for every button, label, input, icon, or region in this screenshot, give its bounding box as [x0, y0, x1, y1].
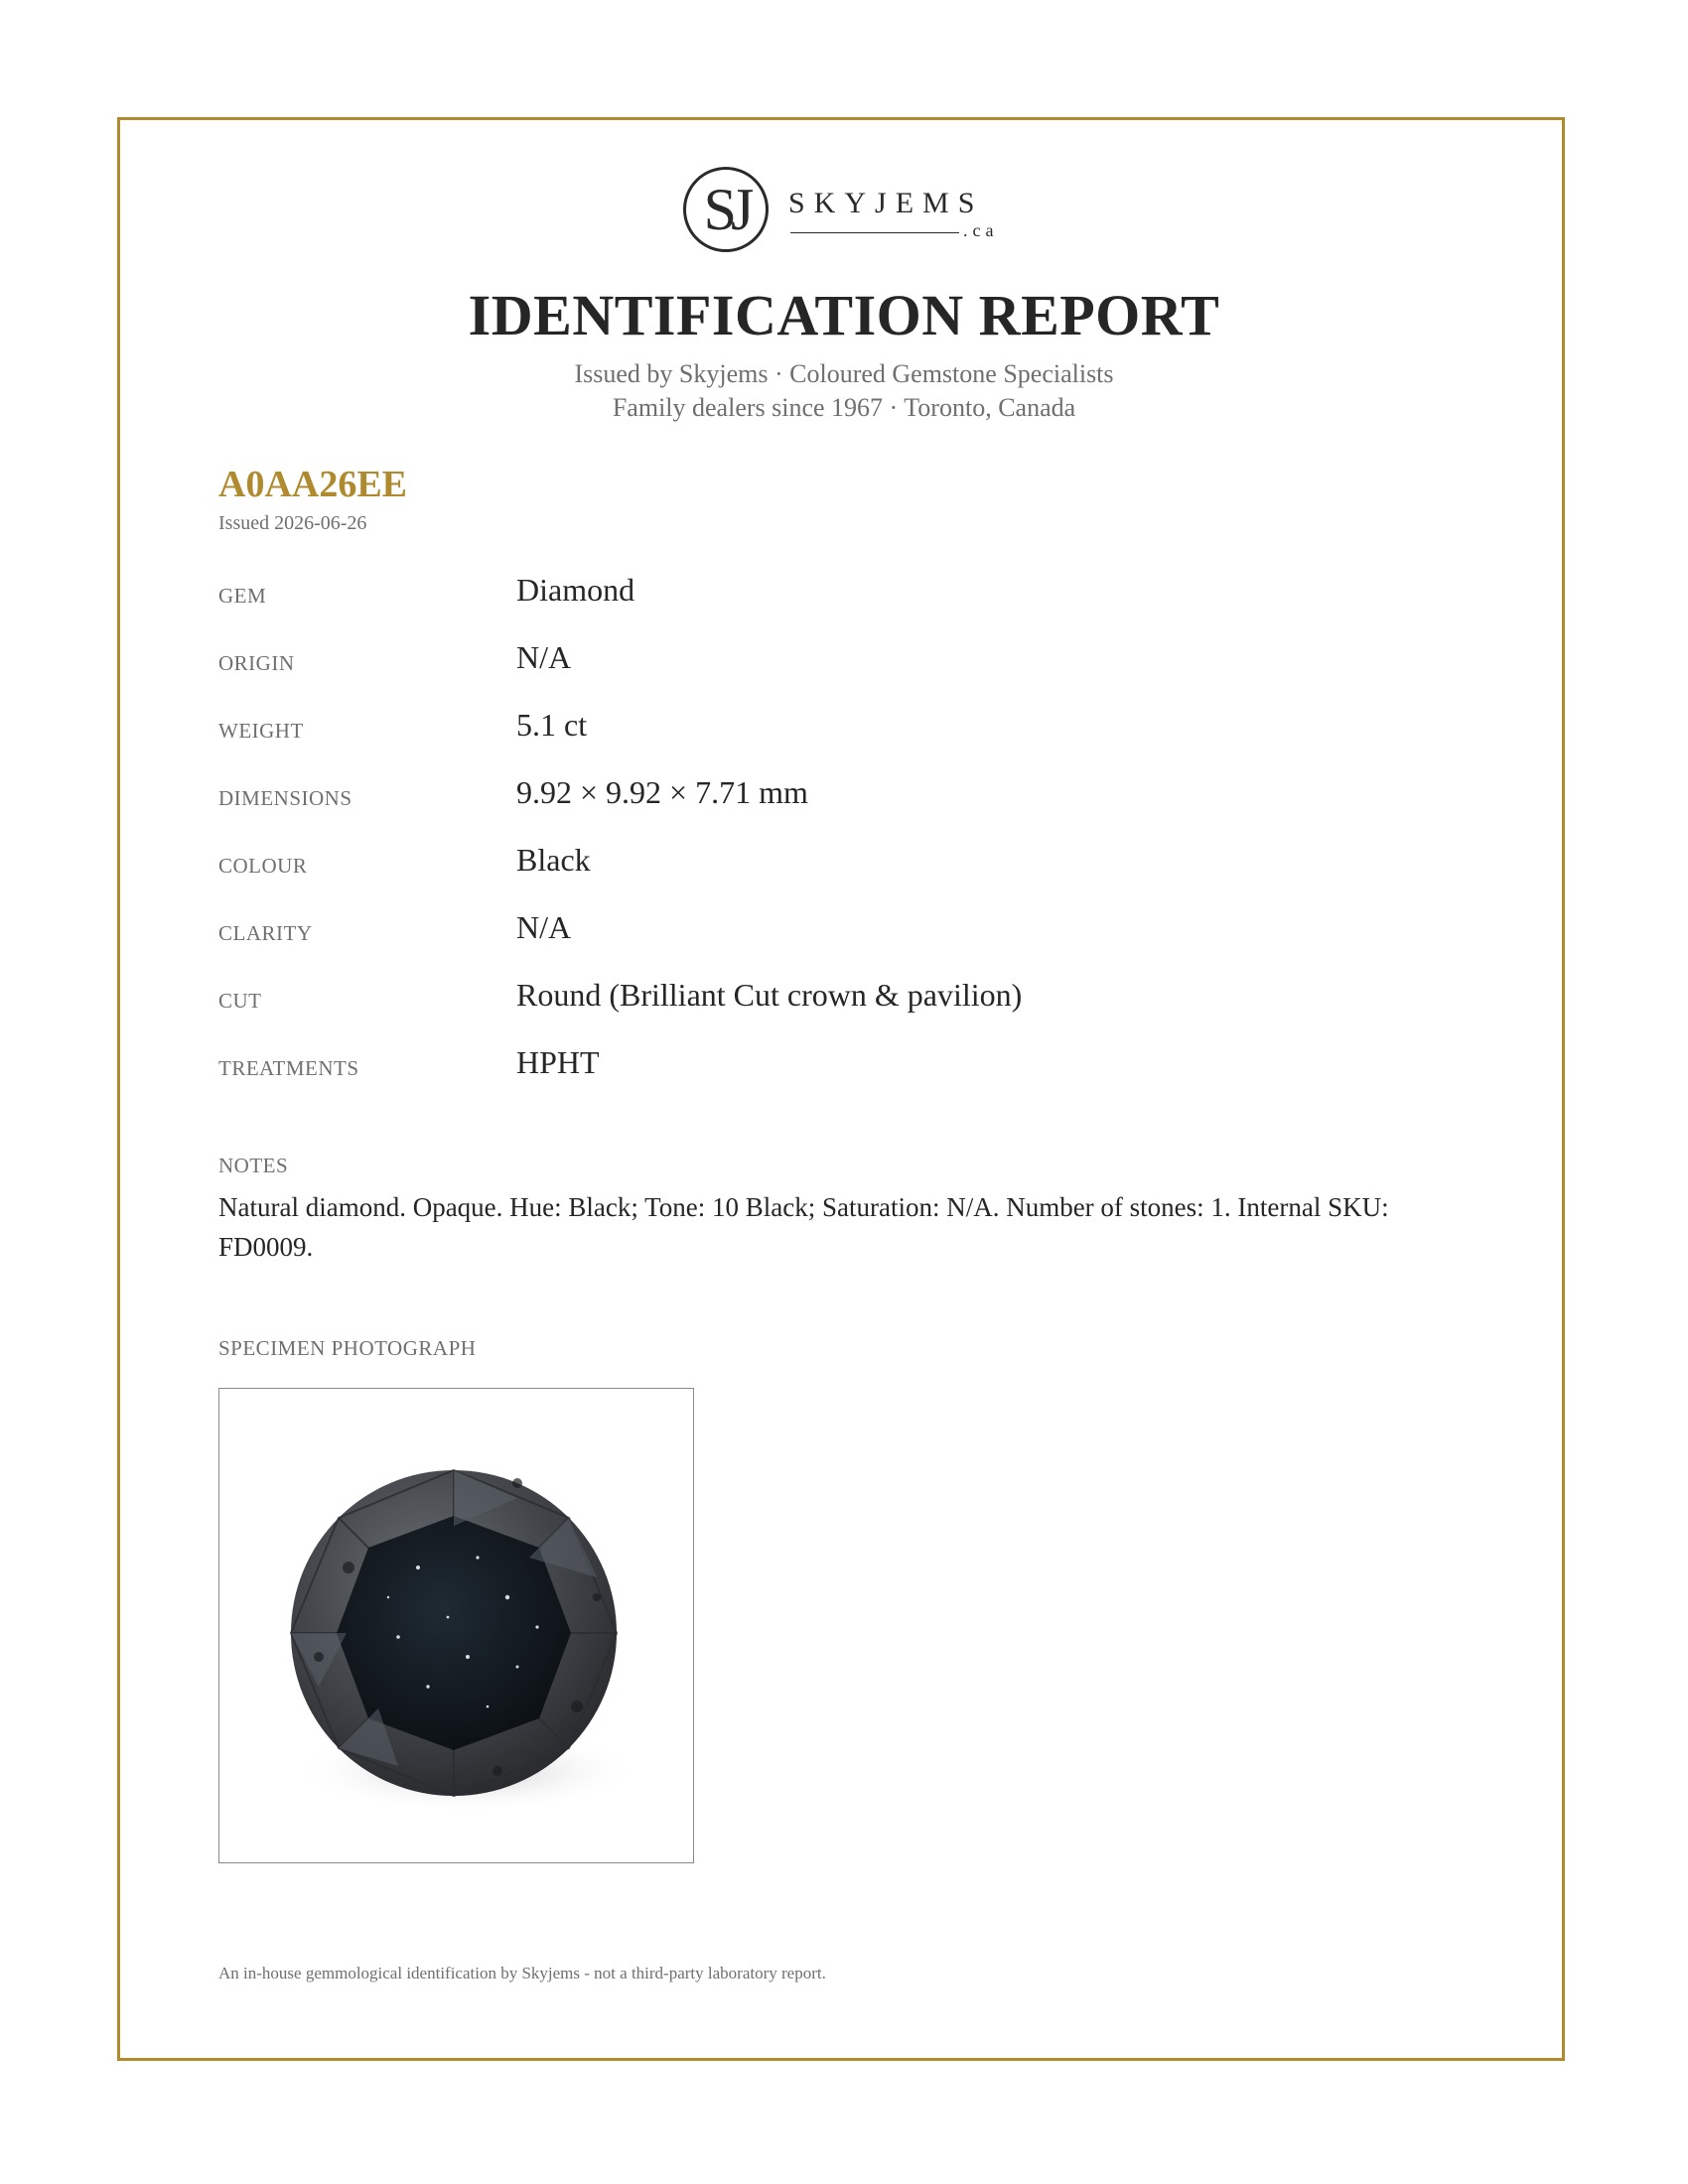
detail-row-treatments	[218, 1044, 1470, 1104]
specimen-photograph	[218, 1388, 694, 1863]
detail-value: Black	[516, 842, 591, 878]
logo-tld: .ca	[963, 220, 999, 240]
detail-value: 9.92 × 9.92 × 7.71 mm	[516, 774, 808, 810]
detail-label: WEIGHT	[218, 719, 304, 743]
detail-value: N/A	[516, 639, 572, 675]
detail-value: Round (Brilliant Cut crown & pavilion)	[516, 977, 1023, 1013]
detail-label: ORIGIN	[218, 651, 295, 675]
detail-value: N/A	[516, 909, 572, 945]
detail-value: Diamond	[516, 572, 635, 608]
detail-label: TREATMENTS	[218, 1056, 359, 1080]
detail-label: CUT	[218, 989, 262, 1013]
skyjems-logo	[683, 165, 1011, 264]
issuer-line: Issued by Skyjems · Coloured Gemstone Specialists	[574, 359, 1114, 388]
photo-label: SPECIMEN PHOTOGRAPH	[218, 1336, 477, 1360]
notes-text: Natural diamond. Opaque. Hue: Black; Tone: 10 Black; Saturation: N/A. Number of stones: 1. Internal SKU: FD0009.	[218, 1192, 1389, 1262]
report-title: IDENTIFICATION REPORT	[468, 283, 1220, 347]
detail-row-weight	[218, 707, 1470, 766]
dealer-line: Family dealers since 1967 · Toronto, Canada	[612, 393, 1076, 422]
detail-row-clarity	[218, 909, 1470, 969]
logo-rule	[790, 232, 959, 233]
detail-label: GEM	[218, 584, 267, 608]
detail-label: DIMENSIONS	[218, 786, 352, 810]
detail-row-cut	[218, 977, 1470, 1036]
report-id: A0AA26EE	[218, 464, 408, 505]
detail-label: CLARITY	[218, 921, 313, 945]
detail-row-origin	[218, 639, 1470, 699]
detail-label: COLOUR	[218, 854, 308, 878]
logo-wordmark: SKYJEMS	[788, 187, 984, 219]
detail-row-dimensions	[218, 774, 1470, 834]
detail-row-colour	[218, 842, 1470, 901]
footer-disclaimer: An in-house gemmological identification by Skyjems - not a third-party laboratory report.	[218, 1964, 826, 1982]
logo-monogram: SJ	[703, 177, 749, 242]
detail-value: HPHT	[516, 1044, 600, 1080]
detail-value: 5.1 ct	[516, 707, 588, 743]
diamond-photo-image	[219, 1389, 694, 1863]
notes-label: NOTES	[218, 1154, 289, 1177]
issued-date: Issued 2026-06-26	[218, 512, 367, 534]
detail-row-gem	[218, 572, 1470, 631]
